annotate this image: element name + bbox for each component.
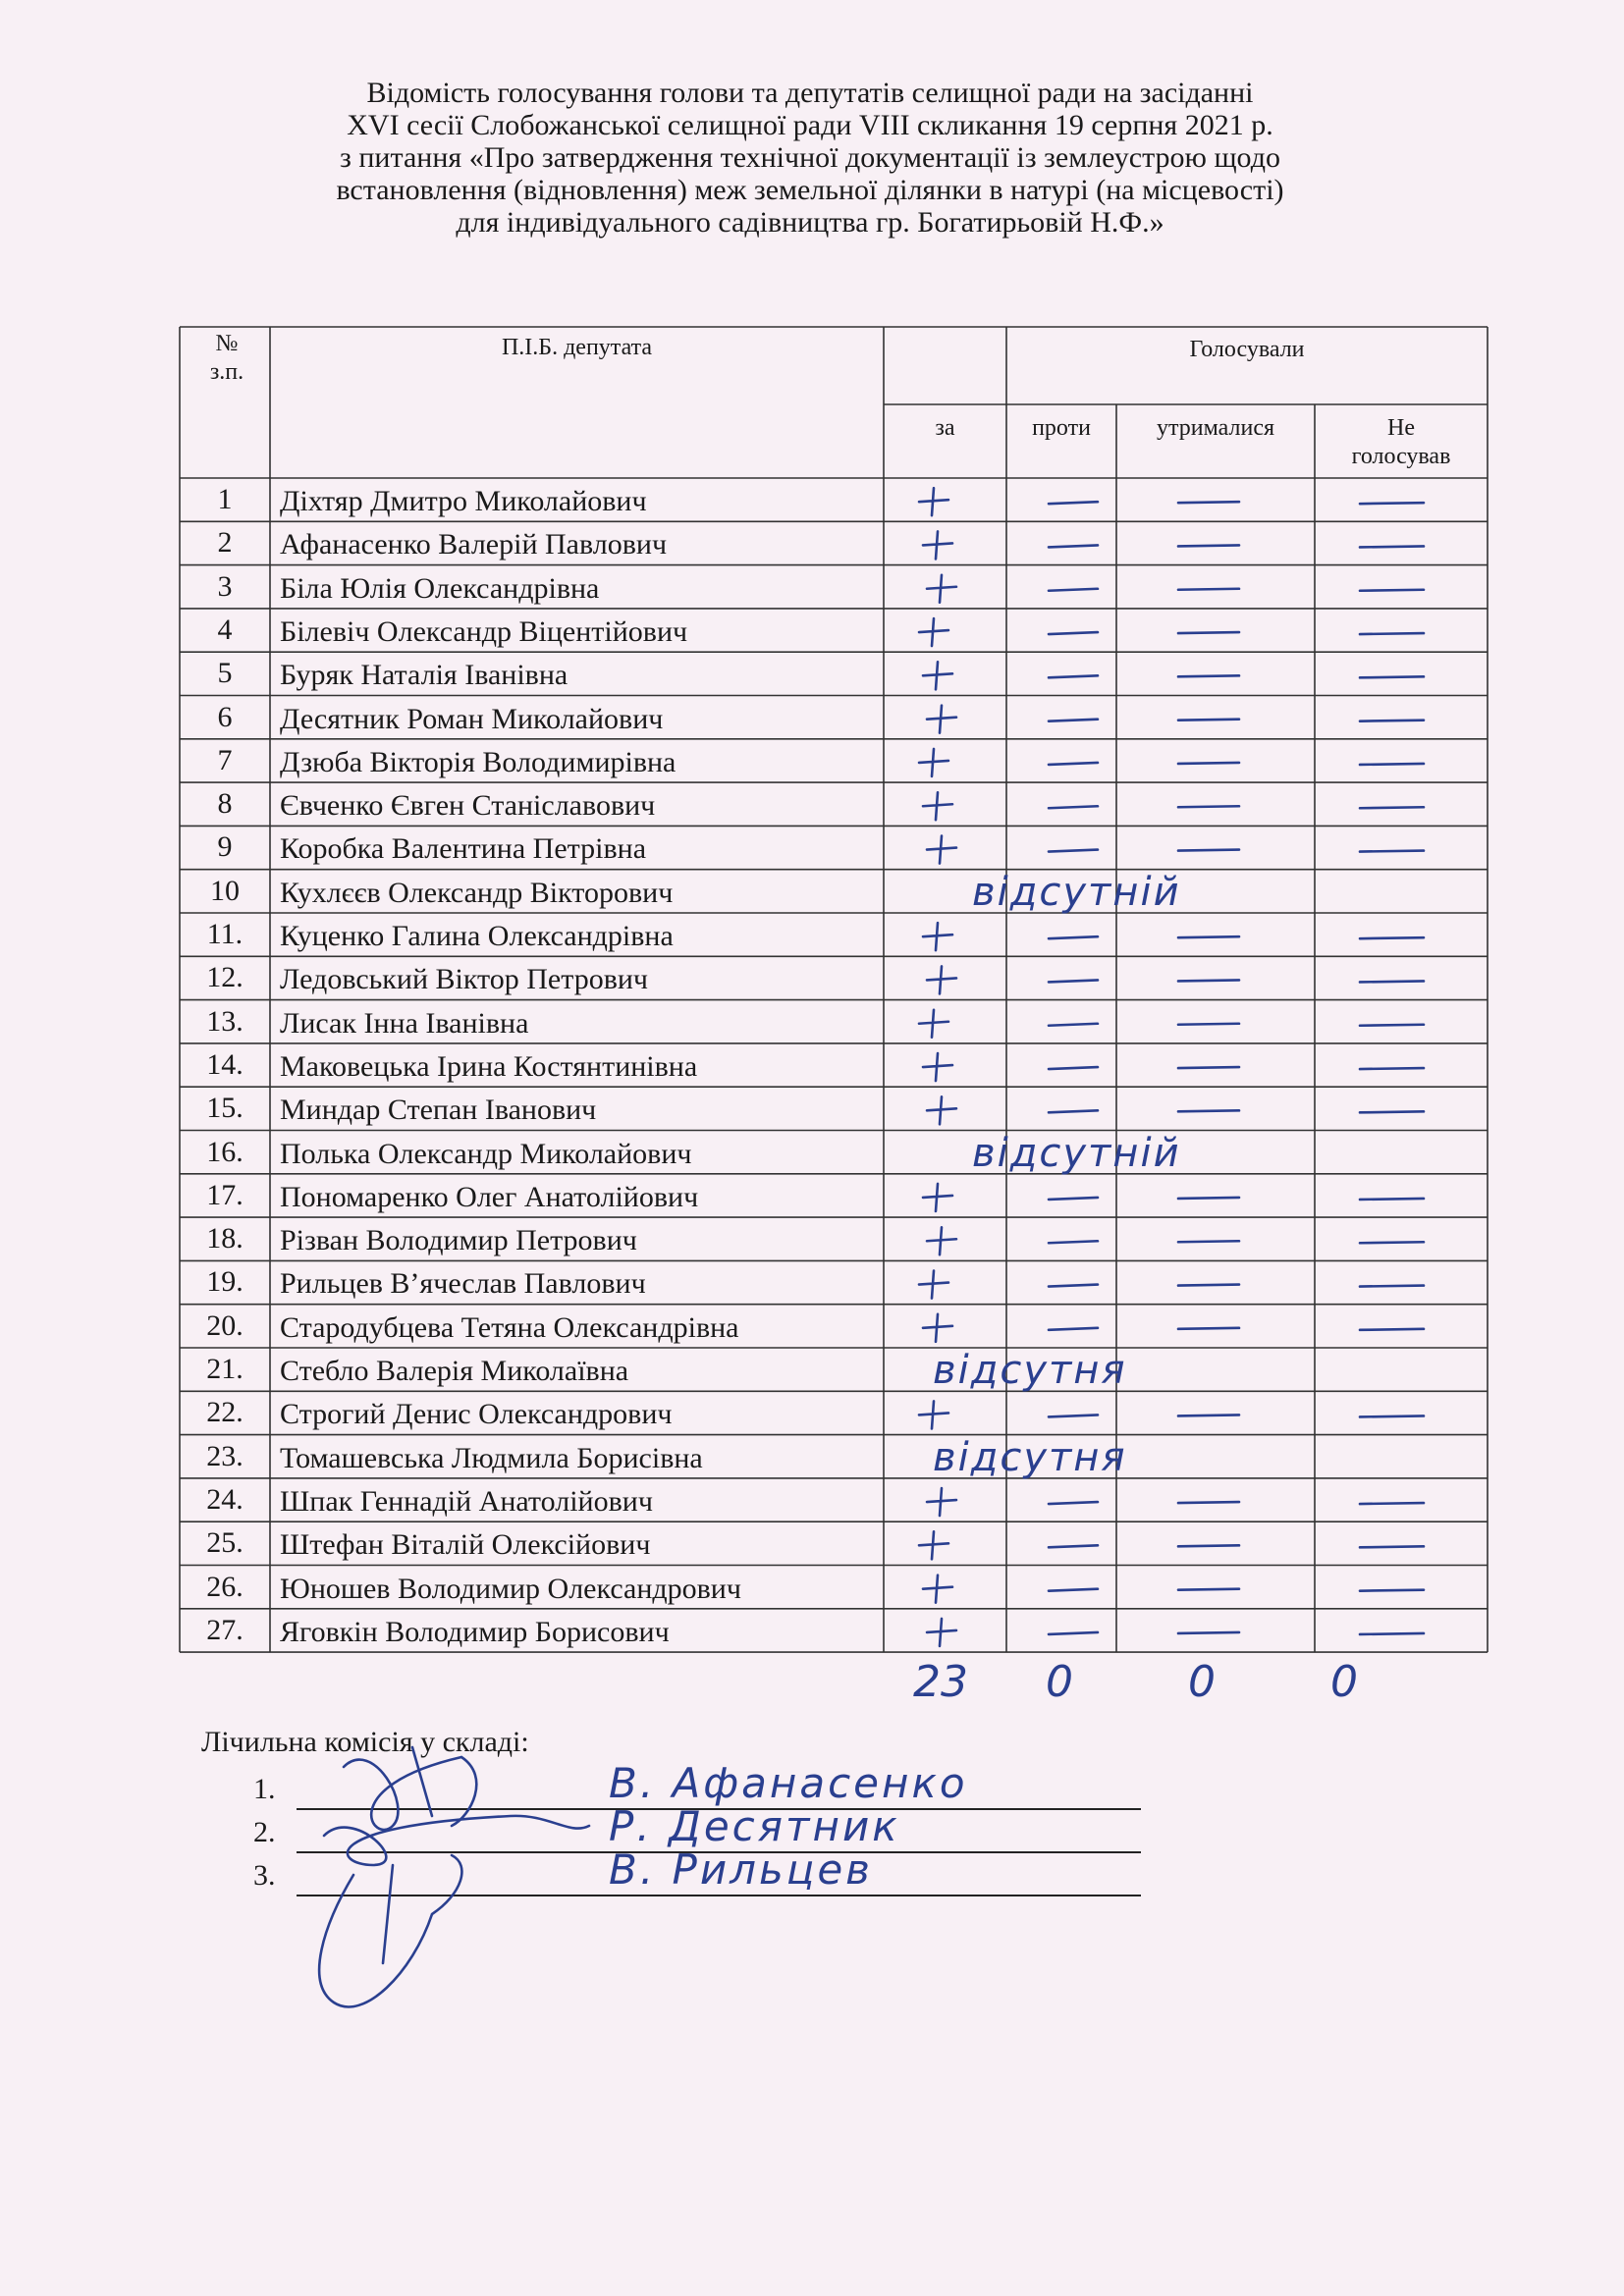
vote-not-voted-mark: [1360, 1503, 1424, 1504]
title-line: Відомість голосування голови та депутатів селищної ради на засіданні: [366, 77, 1254, 109]
vote-for-mark: [927, 966, 956, 993]
vote-not-voted-mark: [1360, 1633, 1424, 1634]
row-number: 26.: [206, 1570, 244, 1603]
deputy-name: Юношев Володимир Олександрович: [280, 1572, 741, 1605]
row-number: 16.: [206, 1135, 244, 1168]
vote-abstained-mark: [1178, 980, 1239, 981]
header-num: № з.п.: [209, 331, 244, 385]
deputy-name: Штефан Віталій Олексійович: [280, 1528, 651, 1562]
vote-not-voted-mark: [1360, 937, 1424, 938]
row-number: 22.: [206, 1396, 244, 1429]
vote-against-mark: [1049, 1198, 1098, 1200]
deputy-name: Стародубцева Тетяна Олександрівна: [280, 1310, 739, 1344]
row-number: 7: [217, 743, 233, 776]
vote-abstained-mark: [1178, 1024, 1239, 1025]
vote-against-mark: [1049, 632, 1098, 634]
deputy-name: Білевіч Олександр Віцентійович: [280, 614, 688, 648]
vote-against-mark: [1049, 806, 1098, 808]
vote-abstained-mark: [1178, 1632, 1239, 1633]
member-number: 2.: [253, 1816, 276, 1848]
deputy-name: Буряк Наталія Іванівна: [280, 659, 568, 692]
row-number: 18.: [206, 1222, 244, 1255]
row-number: 14.: [206, 1047, 244, 1081]
vote-not-voted-mark: [1360, 1199, 1424, 1200]
vote-for-mark: [927, 1227, 956, 1255]
row-number: 11.: [206, 918, 244, 950]
vote-abstained-mark: [1178, 502, 1239, 503]
total-not-voted: 0: [1330, 1657, 1358, 1707]
vote-abstained-mark: [1178, 1067, 1239, 1068]
vote-not-voted-mark: [1360, 1329, 1424, 1330]
vote-abstained-mark: [1178, 545, 1239, 546]
vote-not-voted-mark: [1360, 676, 1424, 677]
deputy-name: Лисак Інна Іванівна: [280, 1006, 529, 1040]
row-number: 27.: [206, 1613, 244, 1646]
deputy-name: Стебло Валерія Миколаївна: [280, 1355, 629, 1387]
row-number: 3: [217, 569, 233, 603]
vote-for-mark: [919, 1271, 948, 1299]
deputy-name: Афанасенко Валерій Павлович: [280, 528, 668, 561]
title-line: для індивідуального садівництва гр. Богатирьовій Н.Ф.»: [456, 206, 1164, 239]
vote-not-voted-mark: [1360, 851, 1424, 852]
vote-for-mark: [919, 1010, 948, 1038]
vote-abstained-mark: [1178, 1545, 1239, 1546]
vote-against-mark: [1049, 589, 1098, 591]
vote-not-voted-mark: [1360, 633, 1424, 634]
vote-for-mark: [927, 706, 956, 733]
title-line: з питання «Про затвердження технічної документації із землеустрою щодо: [340, 141, 1280, 174]
row-number: 2: [217, 526, 233, 560]
vote-for-mark: [927, 1096, 956, 1124]
vote-abstained-mark: [1178, 936, 1239, 937]
vote-abstained-mark: [1178, 763, 1239, 764]
vote-not-voted-mark: [1360, 590, 1424, 591]
deputy-name: Дзюба Вікторія Володимирівна: [280, 745, 677, 778]
vote-against-mark: [1049, 850, 1098, 852]
row-number: 5: [217, 657, 233, 690]
commission-label: Лічильна комісія у складі:: [201, 1726, 529, 1758]
row-number: 8: [217, 787, 233, 821]
vote-against-mark: [1049, 1285, 1098, 1287]
vote-against-mark: [1049, 1067, 1098, 1069]
total-for: 23: [913, 1657, 968, 1707]
vote-against-mark: [1049, 1024, 1098, 1026]
deputy-name: Десятник Роман Миколайович: [280, 702, 664, 735]
row-number: 1: [217, 483, 233, 515]
vote-against-mark: [1049, 1328, 1098, 1330]
deputy-name: Миндар Степан Іванович: [280, 1094, 597, 1127]
vote-for-mark: [919, 749, 948, 776]
deputy-name: Строгий Денис Олександрович: [280, 1398, 673, 1431]
vote-abstained-mark: [1178, 1198, 1239, 1199]
vote-not-voted-mark: [1360, 1415, 1424, 1416]
header-voted: Голосували: [1189, 337, 1305, 362]
row-number: 19.: [206, 1265, 244, 1299]
vote-for-mark: [923, 1314, 952, 1342]
deputy-name: Полька Олександр Миколайович: [280, 1137, 692, 1170]
vote-for-mark: [927, 575, 956, 603]
vote-abstained-mark: [1178, 720, 1239, 721]
row-number: 17.: [206, 1178, 244, 1211]
row-number: 20.: [206, 1308, 244, 1342]
vote-not-voted-mark: [1360, 1111, 1424, 1112]
row-number: 15.: [206, 1092, 244, 1125]
header-for: за: [935, 415, 955, 441]
deputy-name: Рильцев В’ячеслав Павлович: [280, 1267, 646, 1301]
row-number: 12.: [206, 961, 244, 994]
absent-note: відсутній: [972, 869, 1181, 915]
vote-not-voted-mark: [1360, 807, 1424, 808]
absent-note: відсутній: [972, 1130, 1181, 1176]
vote-for-mark: [919, 1401, 948, 1428]
deputy-name: Шпак Геннадій Анатолійович: [280, 1484, 653, 1518]
deputy-name: Діхтяр Дмитро Миколайович: [280, 485, 647, 517]
row-number: 13.: [206, 1004, 244, 1038]
vote-not-voted-mark: [1360, 1546, 1424, 1547]
vote-for-mark: [923, 531, 952, 559]
vote-abstained-mark: [1178, 806, 1239, 807]
vote-for-mark: [919, 488, 948, 515]
vote-for-mark: [927, 1488, 956, 1516]
vote-not-voted-mark: [1360, 764, 1424, 765]
vote-not-voted-mark: [1360, 1286, 1424, 1287]
member-number: 3.: [253, 1859, 276, 1892]
deputy-name: Томашевська Людмила Борисівна: [280, 1441, 703, 1474]
deputy-name: Біла Юлія Олександрівна: [280, 571, 600, 605]
vote-for-mark: [927, 1619, 956, 1646]
vote-abstained-mark: [1178, 1589, 1239, 1590]
total-against: 0: [1046, 1657, 1073, 1707]
signature-line: [297, 1895, 1141, 1896]
member-name: В. Рильцев: [609, 1845, 873, 1894]
vote-against-mark: [1049, 1415, 1098, 1416]
vote-for-mark: [919, 1531, 948, 1559]
vote-abstained-mark: [1178, 1328, 1239, 1329]
vote-not-voted-mark: [1360, 503, 1424, 504]
row-number: 21.: [206, 1353, 244, 1385]
deputy-name: Куценко Галина Олександрівна: [280, 920, 674, 952]
vote-for-mark: [923, 1053, 952, 1081]
title-line: встановлення (відновлення) меж земельної ділянки в натурі (на місцевості): [336, 174, 1284, 206]
row-number: 24.: [206, 1482, 244, 1516]
vote-against-mark: [1049, 1241, 1098, 1243]
absent-note: відсутня: [933, 1348, 1127, 1393]
vote-abstained-mark: [1178, 1110, 1239, 1111]
deputy-name: Євченко Євген Станіславович: [280, 789, 656, 823]
vote-for-mark: [923, 1575, 952, 1603]
row-number: 9: [217, 830, 233, 864]
total-abstained: 0: [1188, 1657, 1216, 1707]
vote-against-mark: [1049, 1502, 1098, 1504]
row-number: 4: [217, 613, 233, 646]
vote-for-mark: [923, 923, 952, 950]
vote-not-voted-mark: [1360, 1242, 1424, 1243]
vote-against-mark: [1049, 675, 1098, 677]
vote-against-mark: [1049, 1632, 1098, 1634]
vote-against-mark: [1049, 502, 1098, 504]
header-abstained: утрималися: [1156, 415, 1275, 441]
header-name: П.І.Б. депутата: [501, 335, 653, 360]
vote-abstained-mark: [1178, 1241, 1239, 1242]
row-number: 25.: [206, 1526, 244, 1560]
vote-against-mark: [1049, 1545, 1098, 1547]
vote-for-mark: [927, 836, 956, 864]
deputy-name: Ледовський Віктор Петрович: [280, 963, 648, 996]
vote-abstained-mark: [1178, 632, 1239, 633]
header-not-voted: Не голосував: [1351, 415, 1451, 469]
header-against: проти: [1032, 415, 1091, 441]
vote-not-voted-mark: [1360, 1068, 1424, 1069]
vote-not-voted-mark: [1360, 1590, 1424, 1591]
vote-against-mark: [1049, 720, 1098, 721]
vote-abstained-mark: [1178, 1285, 1239, 1286]
member-name: В. Афанасенко: [609, 1759, 968, 1807]
vote-for-mark: [923, 1184, 952, 1211]
row-number: 6: [217, 700, 233, 733]
title-line: XVI сесії Слобожанської селищної ради VIII скликання 19 серпня 2021 р.: [347, 109, 1273, 141]
vote-against-mark: [1049, 980, 1098, 982]
row-number: 23.: [206, 1439, 244, 1472]
vote-for-mark: [923, 792, 952, 820]
vote-abstained-mark: [1178, 589, 1239, 590]
vote-not-voted-mark: [1360, 981, 1424, 982]
vote-against-mark: [1049, 936, 1098, 938]
vote-not-voted-mark: [1360, 546, 1424, 547]
deputy-name: Пономаренко Олег Анатолійович: [280, 1180, 699, 1213]
vote-against-mark: [1049, 1589, 1098, 1591]
vote-abstained-mark: [1178, 1502, 1239, 1503]
vote-for-mark: [919, 618, 948, 646]
deputy-name: Кухлєєв Олександр Вікторович: [280, 876, 674, 909]
vote-against-mark: [1049, 763, 1098, 765]
deputy-name: Різван Володимир Петрович: [280, 1224, 637, 1257]
vote-for-mark: [923, 662, 952, 689]
absent-note: відсутня: [933, 1434, 1127, 1480]
deputy-name: Яговкін Володимир Борисович: [280, 1615, 670, 1648]
vote-abstained-mark: [1178, 850, 1239, 851]
deputy-name: Коробка Валентина Петрівна: [280, 832, 647, 866]
vote-against-mark: [1049, 545, 1098, 547]
member-name: Р. Десятник: [609, 1802, 900, 1850]
vote-abstained-mark: [1178, 675, 1239, 676]
row-number: 10: [210, 874, 240, 907]
vote-not-voted-mark: [1360, 1025, 1424, 1026]
vote-against-mark: [1049, 1110, 1098, 1112]
member-number: 1.: [253, 1773, 276, 1805]
deputy-name: Маковецька Ірина Костянтинівна: [280, 1049, 698, 1083]
